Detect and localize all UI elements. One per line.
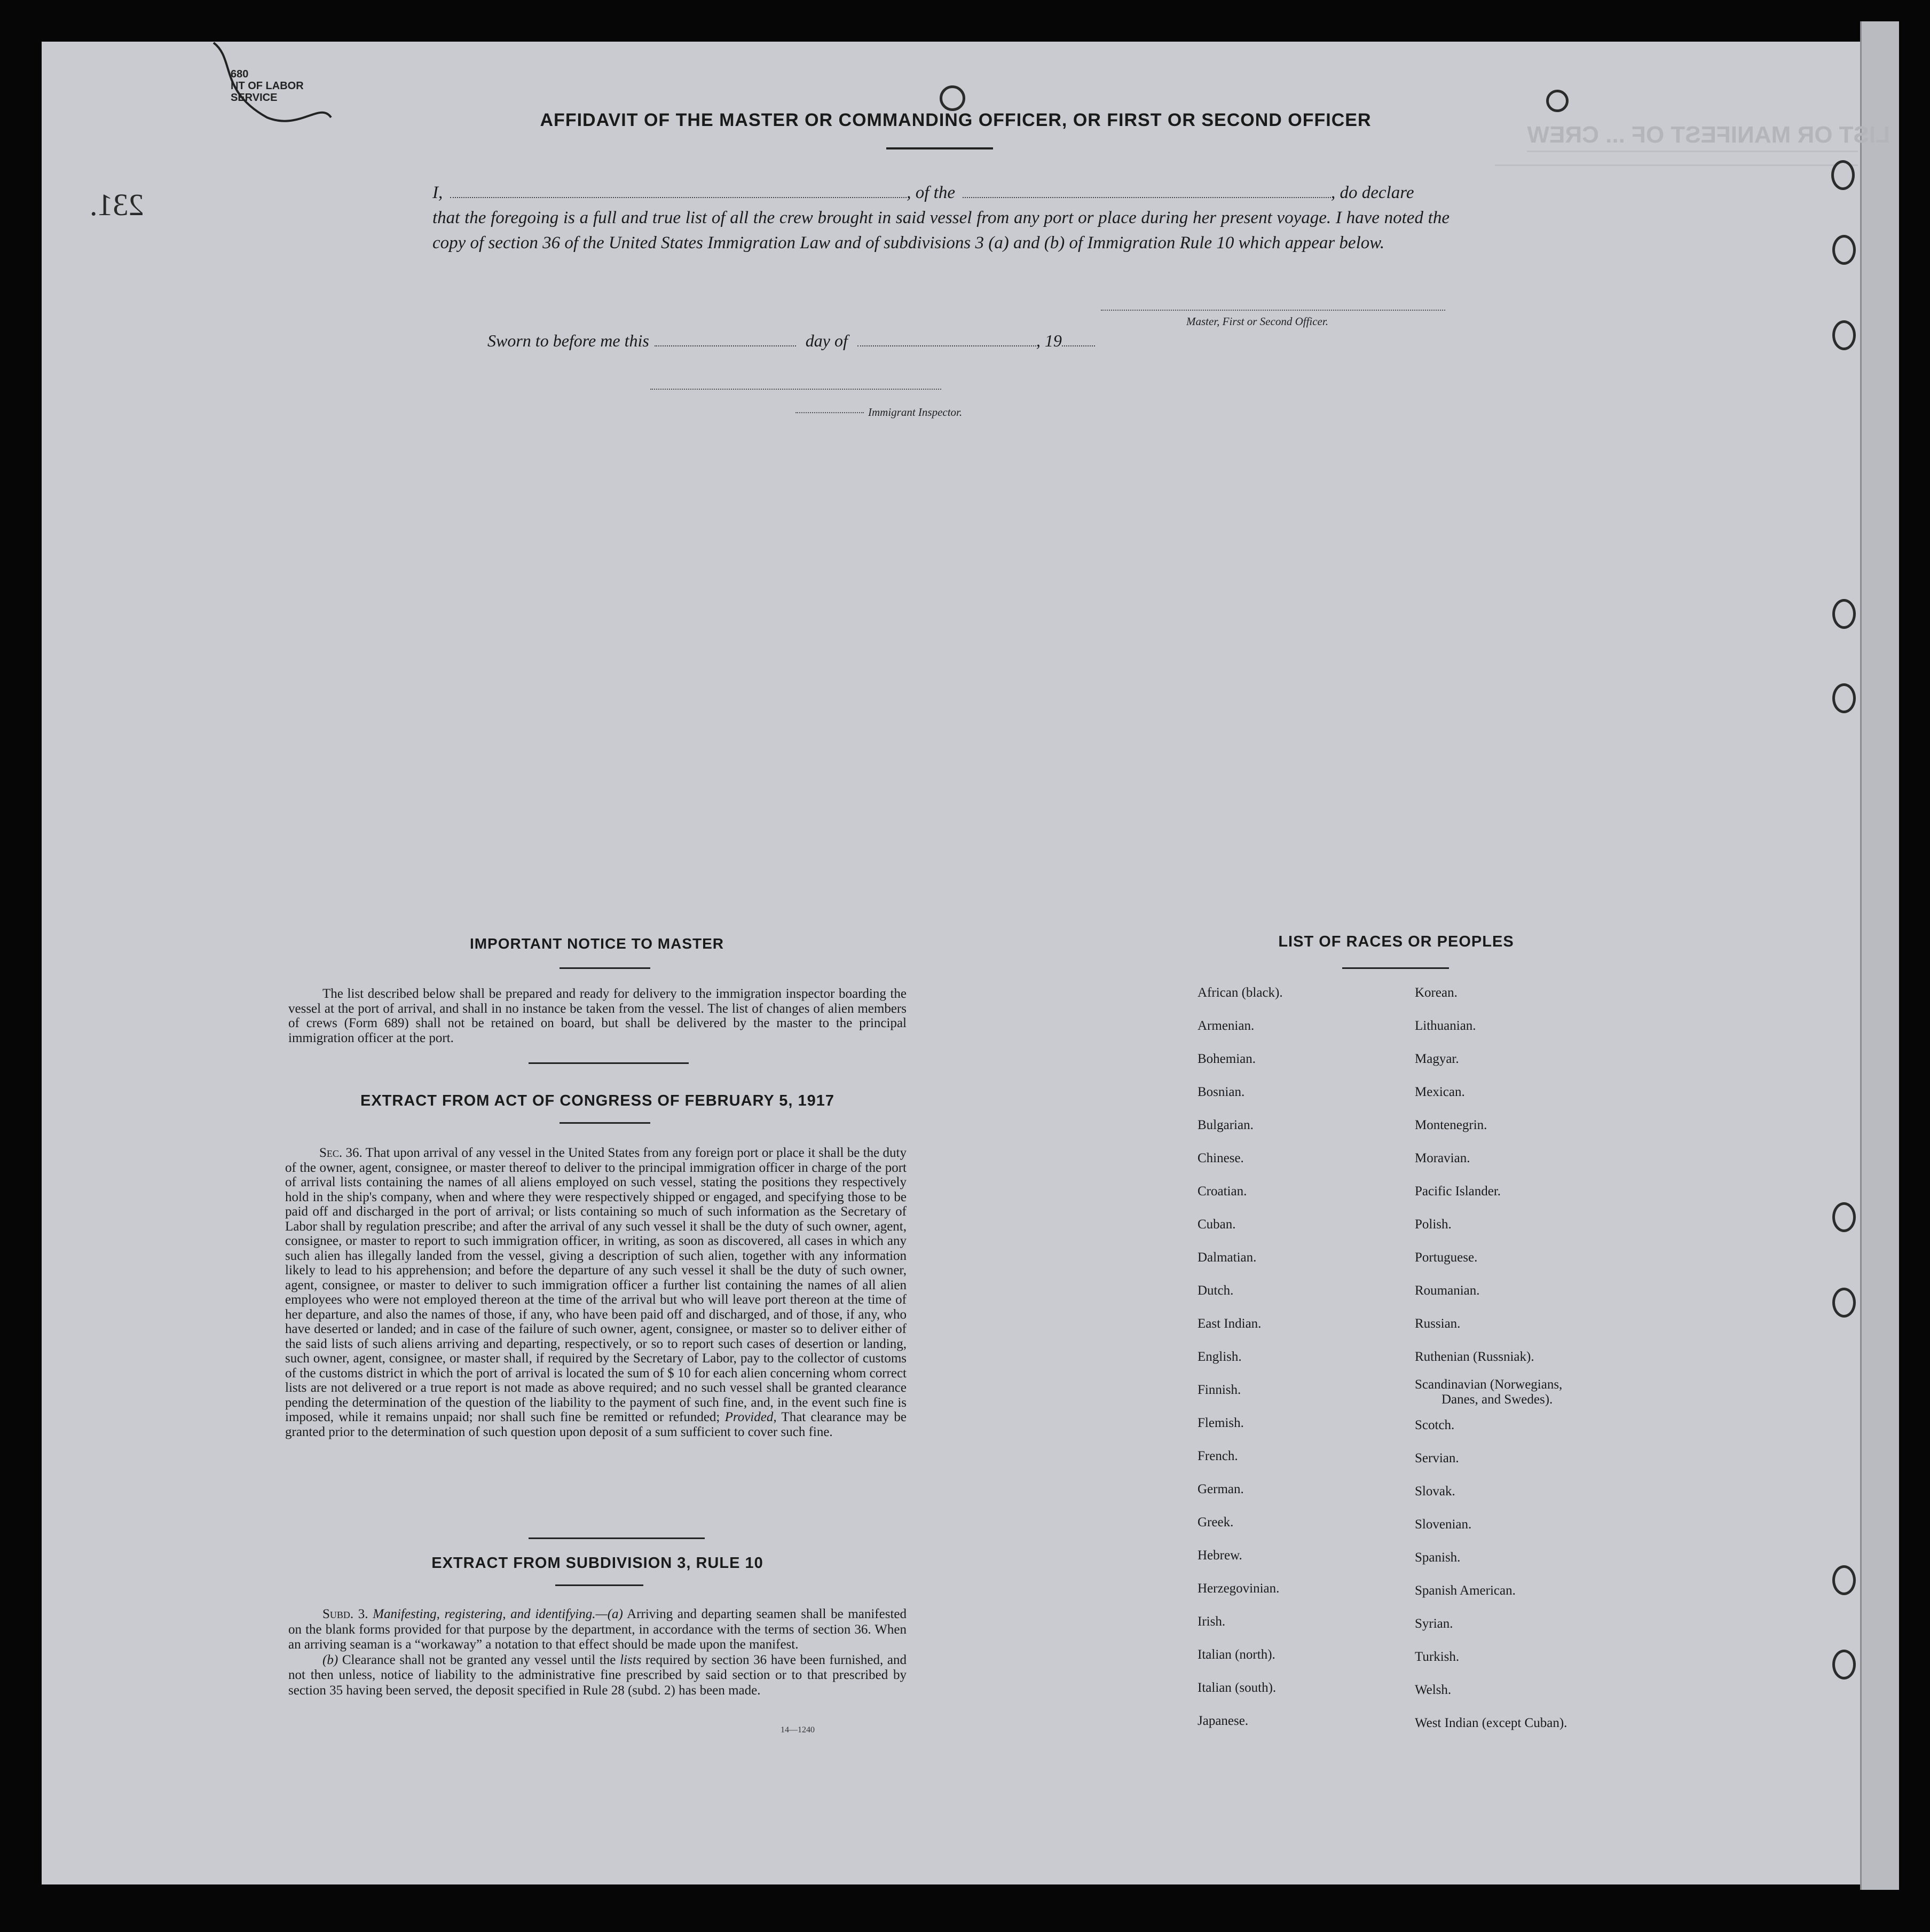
rule-extract-underline [555, 1584, 643, 1586]
race-item: Turkish. [1415, 1650, 1460, 1664]
race-item: Korean. [1415, 985, 1458, 1000]
notice-underline [560, 967, 650, 969]
binder-hole-icon [1546, 90, 1569, 112]
notice-paragraph: The list described below shall be prepared and ready for delivery to the immigration inspector boarding the vessel at the port of arrival, and shall in no instance be taken from the vessel. The list of changes of alien members of crews (Form 689) shall not be retained on board, but shall be delivered by the master to the principal immigration officer at the port. [288, 987, 907, 1045]
vessel-blank [963, 183, 1331, 198]
race-item: Slovak. [1415, 1484, 1455, 1499]
race-item: Bosnian. [1198, 1085, 1245, 1099]
para-a-text: Arriving and departing seamen shall be manifested on the blank forms provided for that purpose by the department, in accordance with the terms of section 36. When an arriving seaman is a “workaway” a notation to that effect should be made upon the manifest. [288, 1607, 907, 1652]
race-item: Italian (north). [1198, 1647, 1275, 1662]
race-item: Polish. [1415, 1217, 1452, 1232]
race-item: Spanish. [1415, 1550, 1461, 1565]
race-item: Croatian. [1198, 1184, 1247, 1198]
race-item: Bohemian. [1198, 1052, 1256, 1066]
race-item: French. [1198, 1449, 1238, 1463]
binder-hole-icon [1832, 1565, 1856, 1595]
race-item: Flemish. [1198, 1416, 1244, 1430]
sec36-text: That upon arrival of any vessel in the United States from any foreign port or place it shall be the duty of the owner, agent, consignee, or master thereof to deliver to the principal immigration officer in charge of the port of arrival lists containing the names of all aliens employed on such vessel, stating the positions they respectively hold in the ship's company, when and where they were respectively shipped or engaged, and specifying those to be paid off and discharged in the port of arrival; or lists containing so much of such information as the Secretary of Labor shall by regulation prescribe; and after the arrival of any such vessel it shall be the duty of such owner, agent, consignee, or master to report to such immigration officer, in writing, as soon as discovered, all cases in which any such alien has illegally landed from the vessel, giving a description of such alien, together with any information likely to lead to his apprehension; and before the departure of any such vessel it shall be the duty of such owner, agent, consignee, or master to deliver to such immigration officer a further list containing the names of all alien employees who were not employed thereon at the time of the arrival but who will leave port thereon at the time of her departure, and also the names of those, if any, who have been paid off and discharged, and of those, if any, who have deserted or landed; and in case of the failure of such owner, agent, consignee, or master so to deliver either of the said lists of such aliens arriving and departing, respectively, or so to report such cases of desertion or landing, such owner, agent, consignee, or master shall, if required by the Secretary of Labor, pay to the collector of customs of the customs district in which the port of arrival is located the sum of $ 10 for each alien concerning whom correct lists are not delivered or a true report is not made as above required; and no such vessel shall be granted clearance pending the determination of the question of the liability to the payment of such fine, and, in the event such fine is imposed, while it remains unpaid; nor shall such fine be remitted or refunded; [285, 1146, 907, 1424]
stamp-corner-curve [203, 37, 342, 133]
subd3-para-b [288, 1653, 907, 1699]
para-b-lists: lists [620, 1652, 642, 1667]
race-item: Mexican. [1415, 1085, 1465, 1099]
name-blank [450, 183, 907, 198]
race-item: African (black). [1198, 985, 1283, 1000]
race-item: Dutch. [1198, 1283, 1234, 1298]
para-b-text-2: required by section 36 have been furnished, and not then unless, notice of liability to the administrative fine prescribed by said section or to that prescribed by section 35 having been served, the deposit specified in Rule 28 (subd. 2) has been made. [288, 1652, 907, 1698]
act-extract-text [285, 1146, 907, 1439]
binder-hole-icon [1831, 160, 1855, 190]
race-item: Irish. [1198, 1614, 1226, 1629]
year-label: , 19 [1036, 331, 1062, 350]
affidavit-of-the-label: , of the [907, 183, 955, 202]
race-item: Montenegrin. [1415, 1118, 1487, 1132]
year-blank [1062, 332, 1095, 346]
para-b-text-1: Clearance shall not be granted any vessel until the [342, 1652, 616, 1667]
races-title: LIST OF RACES OR PEOPLES [1278, 933, 1514, 950]
master-signature-line [1101, 310, 1445, 311]
race-item: Herzegovinian. [1198, 1581, 1280, 1596]
master-caption: Master, First or Second Officer. [1186, 315, 1328, 328]
inspector-signature-line [650, 389, 941, 390]
act-extract-underline [560, 1122, 650, 1124]
subd-heading: Manifesting, registering, and identifying.—(a) [373, 1607, 623, 1621]
race-item: Bulgarian. [1198, 1118, 1254, 1132]
race-item: Scotch. [1415, 1418, 1455, 1432]
bleed-through-line [1527, 151, 1858, 152]
affidavit-i-label: I, [432, 183, 443, 202]
affidavit-declaration [432, 180, 1450, 256]
binder-hole-icon [1832, 1650, 1856, 1679]
stamp-line: SERVICE [231, 92, 278, 104]
month-blank [857, 332, 1036, 346]
race-item: Roumanian. [1415, 1283, 1480, 1298]
binder-hole-icon [940, 85, 965, 111]
section-divider [529, 1537, 705, 1539]
race-item: Servian. [1415, 1451, 1459, 1465]
race-item: Dalmatian. [1198, 1250, 1257, 1265]
binder-hole-icon [1832, 599, 1856, 629]
race-item: Pacific Islander. [1415, 1184, 1501, 1198]
race-item: Ruthenian (Russniak). [1415, 1350, 1534, 1364]
inspector-caption-lead [795, 412, 864, 413]
binder-hole-icon [1832, 683, 1856, 713]
bleed-through-header: LIST OR MANIFEST OF ... CREW [1527, 122, 1890, 148]
binder-hole-icon [1832, 235, 1856, 265]
rule-extract-text [288, 1607, 907, 1698]
page-edge-strip [1860, 21, 1899, 1890]
affidavit-declare-label: , do declare [1330, 183, 1414, 202]
race-item: Danes, and Swedes). [1441, 1392, 1553, 1407]
race-item: Italian (south). [1198, 1681, 1277, 1695]
day-of-label: day of [805, 331, 848, 350]
race-item: Greek. [1198, 1515, 1234, 1529]
race-item: East Indian. [1198, 1316, 1262, 1331]
race-item: Slovenian. [1415, 1517, 1472, 1532]
sec36-label: Sec. 36. [319, 1146, 363, 1160]
race-item: German. [1198, 1482, 1244, 1496]
race-item: Finnish. [1198, 1383, 1241, 1397]
sworn-label: Sworn to before me this [487, 331, 649, 350]
para-b-label: (b) [322, 1652, 338, 1667]
race-item: Syrian. [1415, 1616, 1453, 1631]
act-extract-title: EXTRACT FROM ACT OF CONGRESS OF FEBRUARY 5, 1917 [360, 1092, 835, 1109]
page-number: 231. [90, 187, 144, 222]
race-item: West Indian (except Cuban). [1415, 1716, 1567, 1730]
race-item: Spanish American. [1415, 1583, 1516, 1598]
section-divider [529, 1062, 689, 1064]
race-item: Hebrew. [1198, 1548, 1242, 1563]
notice-title: IMPORTANT NOTICE TO MASTER [469, 935, 724, 952]
race-item: Japanese. [1198, 1714, 1249, 1728]
race-item: Moravian. [1415, 1151, 1470, 1165]
inspector-caption: Immigrant Inspector. [868, 406, 963, 419]
race-item: Portuguese. [1415, 1250, 1478, 1265]
race-item: Lithuanian. [1415, 1019, 1476, 1033]
stamp-line: NT OF LABOR [231, 80, 304, 92]
provided-label: Provided, [724, 1410, 777, 1424]
stamp-line: 680 [231, 68, 249, 80]
subd3-para-a [288, 1607, 907, 1653]
subd-label: Subd. 3. [322, 1607, 368, 1621]
bleed-through-line [1495, 164, 1858, 166]
affidavit-body: that the foregoing is a full and true list of all the crew brought in said vessel from any port or place during her present voyage. I have noted the copy of section 36 of the United States Immigration Law and of subdivisions 3 (a) and (b) of Immigration Rule 10 which appear below. [432, 208, 1450, 253]
races-underline [1342, 967, 1449, 969]
race-item: Chinese. [1198, 1151, 1244, 1165]
race-item: Scandinavian (Norwegians, [1415, 1377, 1563, 1392]
title-underline [886, 147, 993, 149]
form-number: 14—1240 [781, 1725, 815, 1734]
race-item: Armenian. [1198, 1019, 1255, 1033]
affidavit-title: AFFIDAVIT OF THE MASTER OR COMMANDING OFFICER, OR FIRST OR SECOND OFFICER [540, 110, 1372, 130]
sec36-paragraph [285, 1146, 907, 1439]
binder-hole-icon [1832, 320, 1856, 350]
rule-extract-title: EXTRACT FROM SUBDIVISION 3, RULE 10 [431, 1555, 763, 1572]
sworn-line [487, 331, 1095, 351]
binder-hole-icon [1832, 1288, 1856, 1318]
provided-text: That clearance may be granted prior to the determination of such question upon deposit of a sum sufficient to cover such fine. [285, 1410, 907, 1439]
day-blank [655, 332, 796, 346]
race-item: English. [1198, 1350, 1242, 1364]
notice-text [288, 987, 907, 1045]
race-item: Cuban. [1198, 1217, 1236, 1232]
race-item: Welsh. [1415, 1683, 1452, 1697]
race-item: Russian. [1415, 1316, 1461, 1331]
binder-hole-icon [1832, 1202, 1856, 1232]
race-item: Magyar. [1415, 1052, 1459, 1066]
